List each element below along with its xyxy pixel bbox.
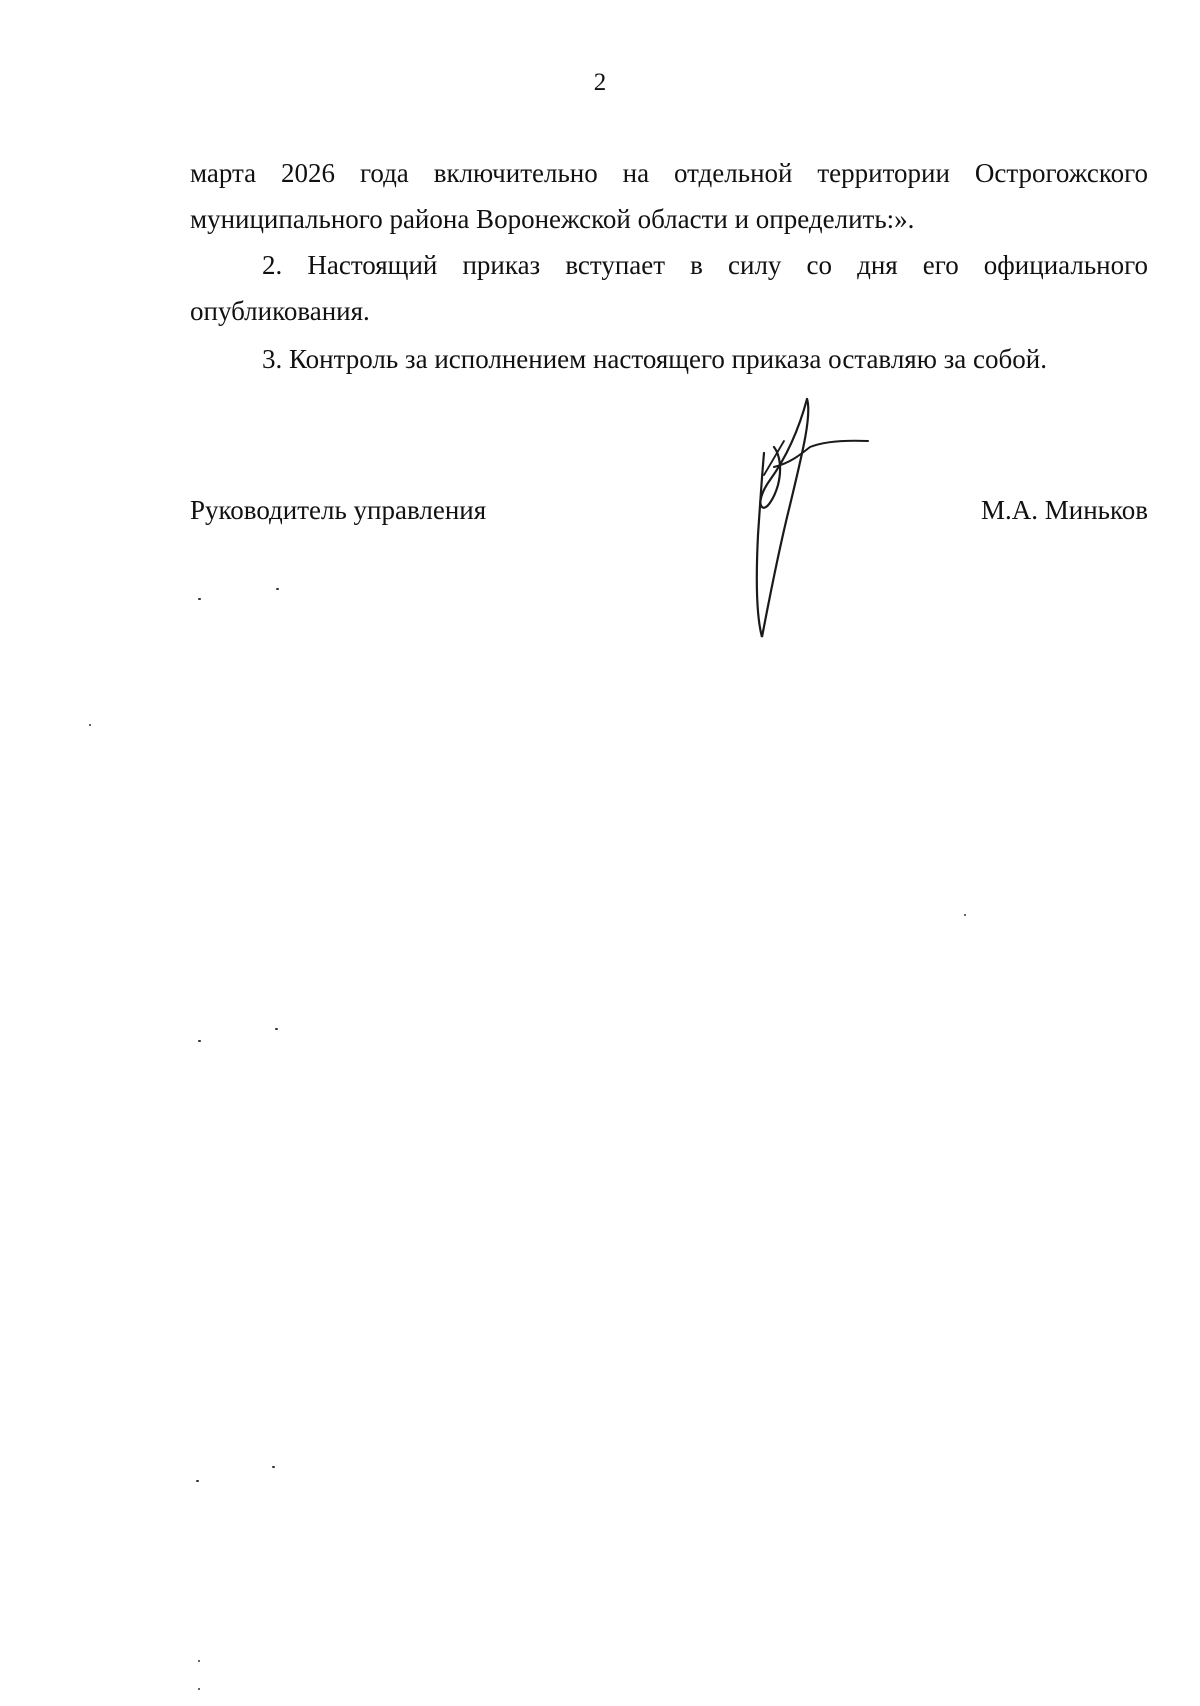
paragraph-continuation: марта 2026 года включительно на отдельной территории Острогожского муниципального района Воронежской области и определить:». xyxy=(190,158,1148,234)
scan-speck xyxy=(198,1660,200,1662)
scan-speck xyxy=(198,1040,201,1042)
page-number: 2 xyxy=(593,69,607,96)
scan-speck xyxy=(272,1466,275,1468)
scan-speck xyxy=(89,724,91,726)
scan-speck xyxy=(196,1480,199,1482)
scan-speck xyxy=(275,1028,278,1030)
signer-name: М.А. Миньков xyxy=(981,495,1148,525)
document-body xyxy=(190,150,1148,382)
scan-speck xyxy=(964,914,966,916)
paragraph-item-2: 2. Настоящий приказ вступает в силу со дня его официального опубликования. xyxy=(190,250,1148,326)
scan-speck xyxy=(276,588,279,590)
scan-speck xyxy=(198,1688,200,1690)
paragraph-item-3: 3. Контроль за исполнением настоящего приказа оставляю за собой. xyxy=(262,344,1047,374)
handwritten-signature xyxy=(740,395,870,645)
signature-block xyxy=(190,490,1148,530)
signer-position-title: Руководитель управления xyxy=(190,495,487,525)
scan-speck xyxy=(198,598,201,600)
